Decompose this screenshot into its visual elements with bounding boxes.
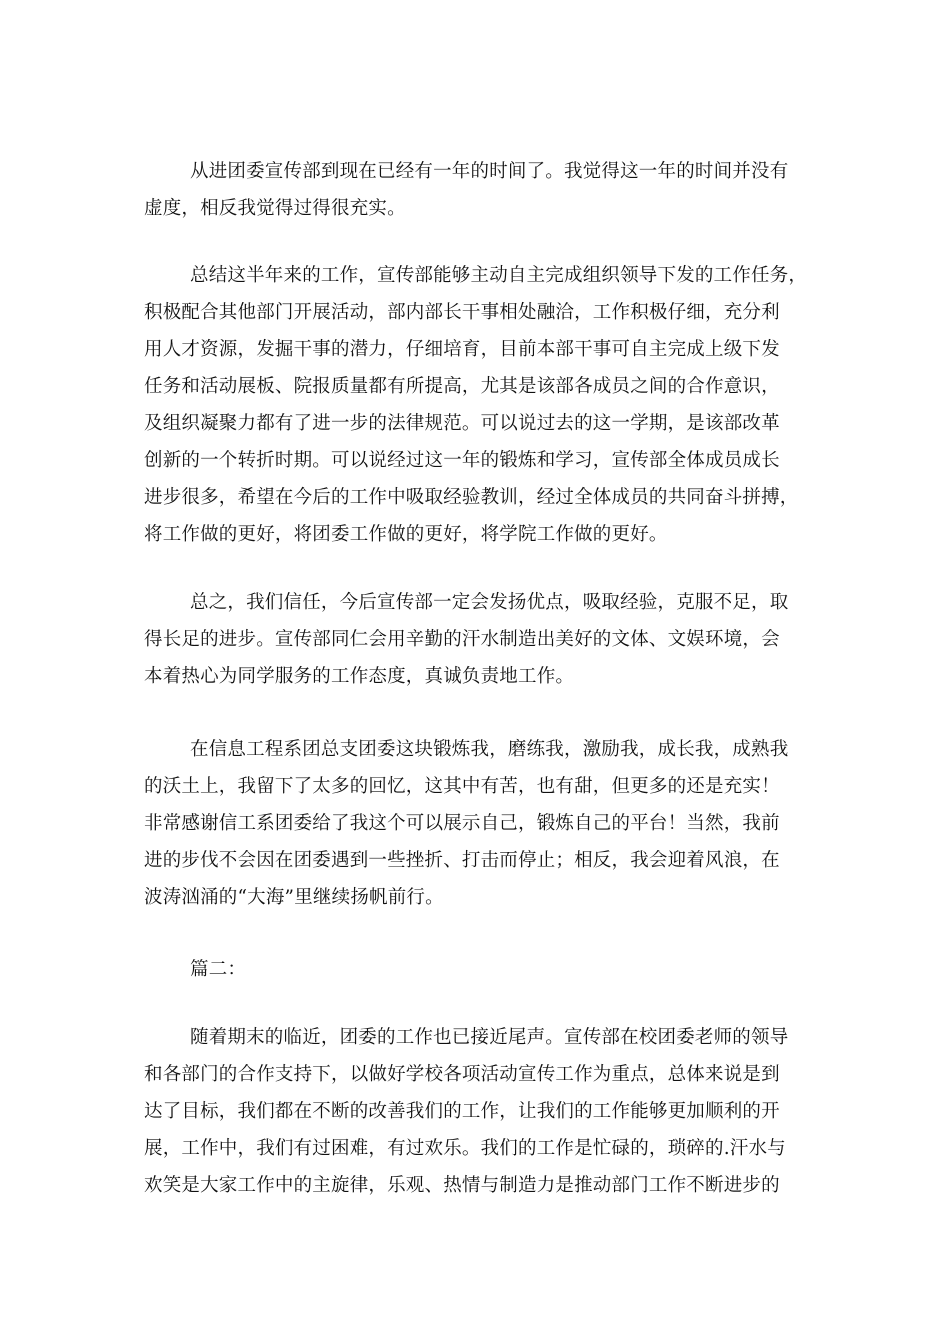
paragraph-5 (144, 1019, 814, 1204)
paragraph-line: 创新的一个转折时期。可以说经过这一年的锻炼和学习，宣传部全体成员成长 (144, 450, 780, 471)
paragraph-line: 随着期末的临近，团委的工作也已接近尾声。宣传部在校团委老师的领导 (190, 1027, 789, 1048)
paragraph-line: 本着热心为同学服务的工作态度，真诚负责地工作。 (144, 666, 575, 687)
paragraph-line: 在信息工程系团总支团委这块锻炼我，磨练我，激励我，成长我，成熟我 (190, 739, 789, 760)
paragraph-line: 总结这半年来的工作，宣传部能够主动自主完成组织领导下发的工作任务， (190, 265, 808, 286)
paragraph-3 (144, 584, 814, 695)
paragraph-line: 任务和活动展板、院报质量都有所提高，尤其是该部各成员之间的合作意识， (144, 376, 780, 397)
paragraph-line: 非常感谢信工系团委给了我这个可以展示自己，锻炼自己的平台！当然，我前 (144, 813, 780, 834)
paragraph-line: 用人才资源，发掘干事的潜力，仔细培育，目前本部干事可自主完成上级下发 (144, 339, 780, 360)
paragraph-line: 和各部门的合作支持下，以做好学校各项活动宣传工作为重点，总体来说是到 (144, 1064, 780, 1085)
paragraph-line: 进的步伐不会因在团委遇到一些挫折、打击而停止；相反，我会迎着风浪，在 (144, 850, 780, 871)
paragraph-line: 波涛汹涌的“大海”里继续扬帆前行。 (144, 887, 444, 908)
paragraph-line: 进步很多，希望在今后的工作中吸取经验教训，经过全体成员的共同奋斗拼搏， (144, 487, 799, 508)
paragraph-line: 展，工作中，我们有过困难，有过欢乐。我们的工作是忙碌的，琐碎的.汗水与 (144, 1138, 786, 1159)
paragraph-4 (144, 731, 814, 916)
section-heading (144, 951, 814, 988)
paragraph-line: 虚度，相反我觉得过得很充实。 (144, 198, 406, 219)
paragraph-line: 积极配合其他部门开展活动，部内部长干事相处融洽，工作积极仔细，充分利 (144, 302, 780, 323)
paragraph-line: 将工作做的更好，将团委工作做的更好，将学院工作做的更好。 (144, 524, 668, 545)
paragraph-line: 欢笑是大家工作中的主旋律，乐观、热情与制造力是推动部门工作不断进步的 (144, 1175, 780, 1196)
paragraph-line: 的沃土上，我留下了太多的回忆，这其中有苦，也有甜，但更多的还是充实！ (144, 776, 780, 797)
paragraph-2 (144, 257, 814, 553)
paragraph-line: 达了目标，我们都在不断的改善我们的工作，让我们的工作能够更加顺利的开 (144, 1101, 780, 1122)
paragraph-line: 及组织凝聚力都有了进一步的法律规范。可以说过去的这一学期，是该部改革 (144, 413, 780, 434)
paragraph-line: 从进团委宣传部到现在已经有一年的时间了。我觉得这一年的时间并没有 (190, 161, 789, 182)
paragraph-1 (144, 153, 814, 227)
paragraph-line: 总之，我们信任，今后宣传部一定会发扬优点，吸取经验，克服不足，取 (190, 592, 789, 613)
section-title: 篇二： (190, 959, 247, 980)
paragraph-line: 得长足的进步。宣传部同仁会用辛勤的汗水制造出美好的文体、文娱环境，会 (144, 629, 780, 650)
